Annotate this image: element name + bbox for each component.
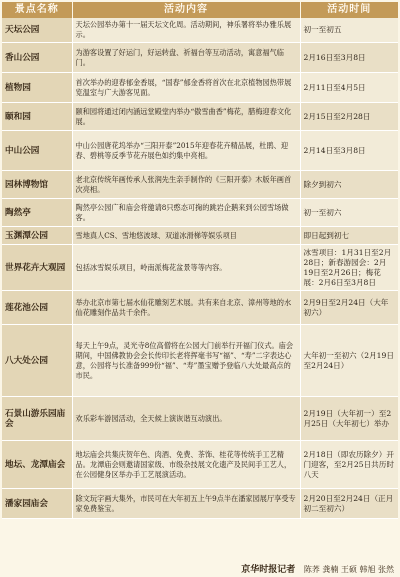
time-cell: 冰雪项目：1月31日至2月28日；新春游园会：2月19日至2月26日；梅花展：2月6日至3月8日 [300,245,398,291]
time-cell: 大年初一至初六（2月19日至2月24日） [300,325,398,397]
activity-cell: 首次举办的迎春郁金香展，“国春”郁金香将首次在北京植物园热带展览温室与广大游客见面。 [72,73,300,103]
activity-cell: 天坛公园举办第十一届天坛文化周。活动期间，神乐署将举办雅乐展示。 [72,18,300,43]
time-cell: 2月16日至3月8日 [300,43,398,73]
time-cell: 2月20日至2月24日（正月初二至初六） [300,489,398,519]
activity-cell: 包括冰雪娱乐项目，岭南派梅花盆景等等内容。 [72,245,300,291]
venue-cell: 园林博物馆 [2,171,72,199]
reporter-names: 陈荞 龚楠 王硕 韩旭 张然 [303,565,394,574]
table-body [2,18,398,519]
table-row [2,227,398,245]
events-table [2,2,398,519]
venue-cell: 石景山游乐园庙会 [2,397,72,441]
table-header [2,2,398,18]
activity-cell: 地坛庙会共集庆贺年色、肉酒、免费、茶饰、桂花等传统手工艺精品。龙潭庙会则邀请国家级、市级杂技展文化遗产及民间手工艺人，在公园健身区举办手工艺展演活动。 [72,441,300,489]
venue-cell: 植物园 [2,73,72,103]
activity-cell: 陶然亭公园广和庙会将邀请8只憨态可掬的跳岩企鹅来到公园雪场做客。 [72,199,300,227]
table-row [2,171,398,199]
table-row [2,131,398,171]
venue-cell: 中山公园 [2,131,72,171]
header-venue: 景点名称 [2,2,72,18]
table-row [2,441,398,489]
venue-cell: 世界花卉大观园 [2,245,72,291]
activity-cell: 老北京传统年画传承人张润先生亲手制作的《三阳开泰》木版年画首次亮相。 [72,171,300,199]
table-row [2,103,398,131]
table-row [2,245,398,291]
activity-cell: 中山公园唐花坞举办“三阳开泰”2015年迎春花卉精品展，杜鹃、迎春、碧桃等反季节花卉展色如约集中亮相。 [72,131,300,171]
events-table-container [2,2,398,519]
time-cell: 除夕到初六 [300,171,398,199]
reporter-credit [0,563,400,577]
time-cell: 初一至初六 [300,199,398,227]
time-cell: 2月9日至2月24日（大年初六） [300,291,398,325]
table-row [2,291,398,325]
time-cell: 2月14日至3月8日 [300,131,398,171]
table-row [2,489,398,519]
table-row [2,18,398,43]
activity-cell: 雪地真人CS、雪地悠波球、双道冰滑梯等娱乐项目 [72,227,300,245]
header-time: 活动时间 [300,2,398,18]
table-row [2,199,398,227]
venue-cell: 香山公园 [2,43,72,73]
activity-cell: 欢乐彩车游园活动，全天候上演诙谐互动演出。 [72,397,300,441]
venue-cell: 潘家园庙会 [2,489,72,519]
table-row [2,73,398,103]
header-activity: 活动内容 [72,2,300,18]
time-cell: 2月15日至2月28日 [300,103,398,131]
venue-cell: 莲花池公园 [2,291,72,325]
venue-cell: 陶然亭 [2,199,72,227]
header-row [2,2,398,18]
activity-cell: 除文玩字画大集外，市民可在大年初五上午9点半在潘家园展厅享受专家免费鉴宝。 [72,489,300,519]
activity-cell: 举办北京市第七届水仙花雕刻艺术展。共有来自北京、漳州等地的水仙花雕刻作品共千余件。 [72,291,300,325]
activity-cell: 颐和园将通过闭内涵远堂殿堂内举办“傲雪曲香”梅花，腊梅迎春文化展。 [72,103,300,131]
venue-cell: 八大处公园 [2,325,72,397]
table-row [2,397,398,441]
venue-cell: 颐和园 [2,103,72,131]
newspaper-name: 京华时报记者 [241,565,296,575]
time-cell: 2月19日（大年初一）至2月25日（大年初七）举办 [300,397,398,441]
venue-cell: 地坛、龙潭庙会 [2,441,72,489]
time-cell: 初一至初五 [300,18,398,43]
table-row [2,325,398,397]
activity-cell: 为游客设置了好运门，好运转盘、祈福台等互动活动，寓意福气临门。 [72,43,300,73]
table-row [2,43,398,73]
venue-cell: 玉渊潭公园 [2,227,72,245]
time-cell: 2月11日至4月5日 [300,73,398,103]
venue-cell: 天坛公园 [2,18,72,43]
activity-cell: 每天上午9点，灵光寺8位高僧将在公园大门前举行开福门仪式。庙会期间，中国佛教协会会长传印长老将挥毫书写“福”、“寿”二字表达心意，公园将与长准备999份“福”、“寿”墨宝赠予登临八大处最高点的市民。 [72,325,300,397]
time-cell: 即日起到初七 [300,227,398,245]
time-cell: 2月18日（即农历除夕）开门迎客，至2月25日共历时八天 [300,441,398,489]
